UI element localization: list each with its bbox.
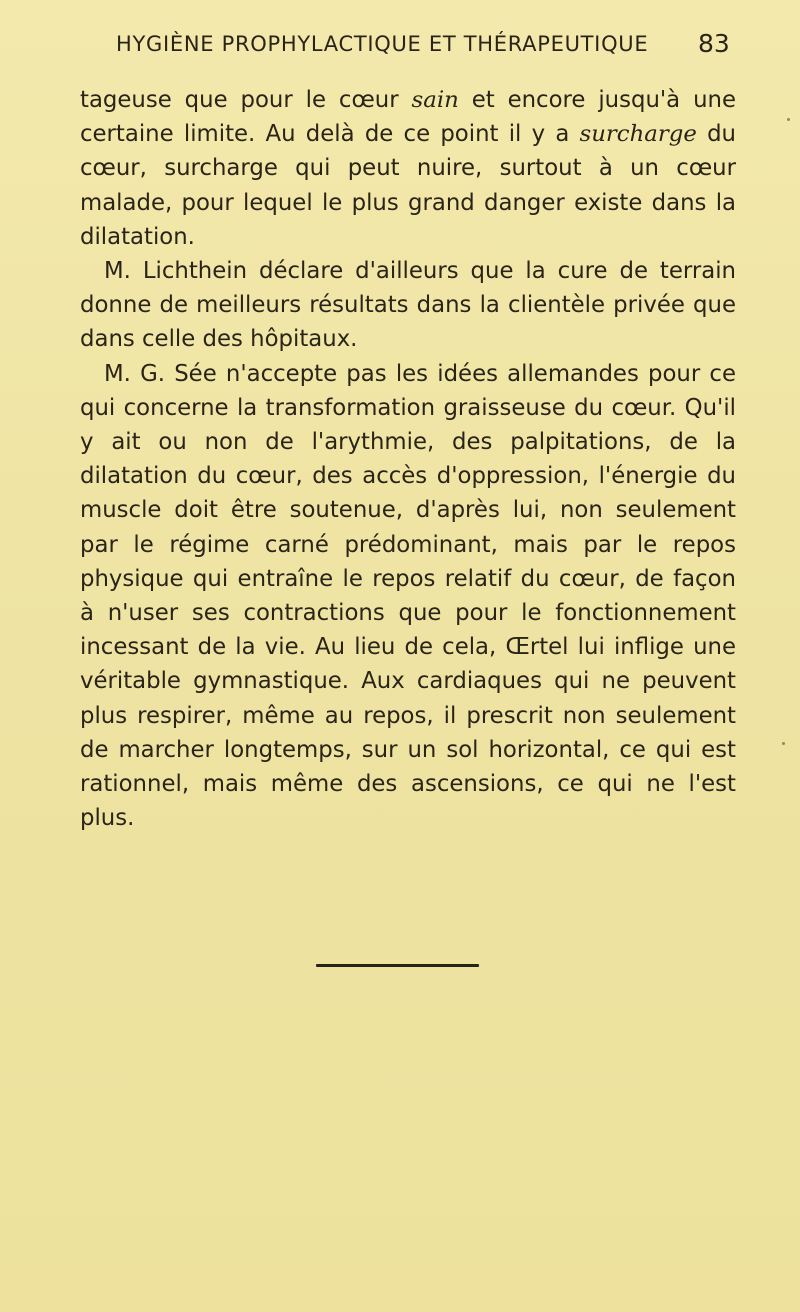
paragraph-3: M. G. Sée n'accepte pas les idées allemandes pour ce qui concerne la transformation graisseuse du cœur. Qu'il y ait ou non de l'arythmie, des palpitations, de la dilatation du cœur, des accès d'oppression, l'énergie du muscle doit être soutenue, d'après lui, non seulement par le régime carné prédominant, mais par le repos physique qui entraîne le repos relatif du cœur, de façon à n'user ses contractions que pour le fonctionnement incessant de la vie. Au lieu de cela, Œrtel lui inflige une véritable gymnastique. Aux cardiaques qui ne peuvent plus respirer, même au repos, il prescrit non seulement de marcher longtemps, sur un sol horizontal, ce qui est rationnel, mais même des ascensions, ce qui ne l'est plus.	[80, 360, 736, 832]
body-text	[80, 83, 736, 835]
paragraph-2: M. Lichthein déclare d'ailleurs que la cure de terrain donne de meilleurs résultats dans la clientèle privée que dans celle des hôpitaux.	[80, 258, 736, 353]
page-header	[0, 22, 800, 62]
running-title: HYGIÈNE PROPHYLACTIQUE ET THÉRAPEUTIQUE	[116, 32, 649, 56]
italic-word-sain: sain	[411, 87, 459, 113]
page-number: 83	[698, 29, 730, 58]
paper-speck	[787, 118, 790, 121]
italic-word-surcharge: surcharge	[579, 121, 697, 148]
paragraph-1	[80, 83, 736, 254]
paper-speck	[782, 742, 785, 745]
paragraph-1-part-2: et encore jusqu'à une certaine limite. Au delà de ce point il y a	[80, 87, 736, 148]
paragraph-1-part-3: du cœur, surcharge qui peut nuire, surtout à un cœur malade, pour lequel le plus grand danger existe dans la dilatation.	[80, 121, 736, 250]
paragraph-1-part-1: tageuse que pour le cœur	[80, 87, 412, 113]
section-divider	[316, 964, 479, 967]
